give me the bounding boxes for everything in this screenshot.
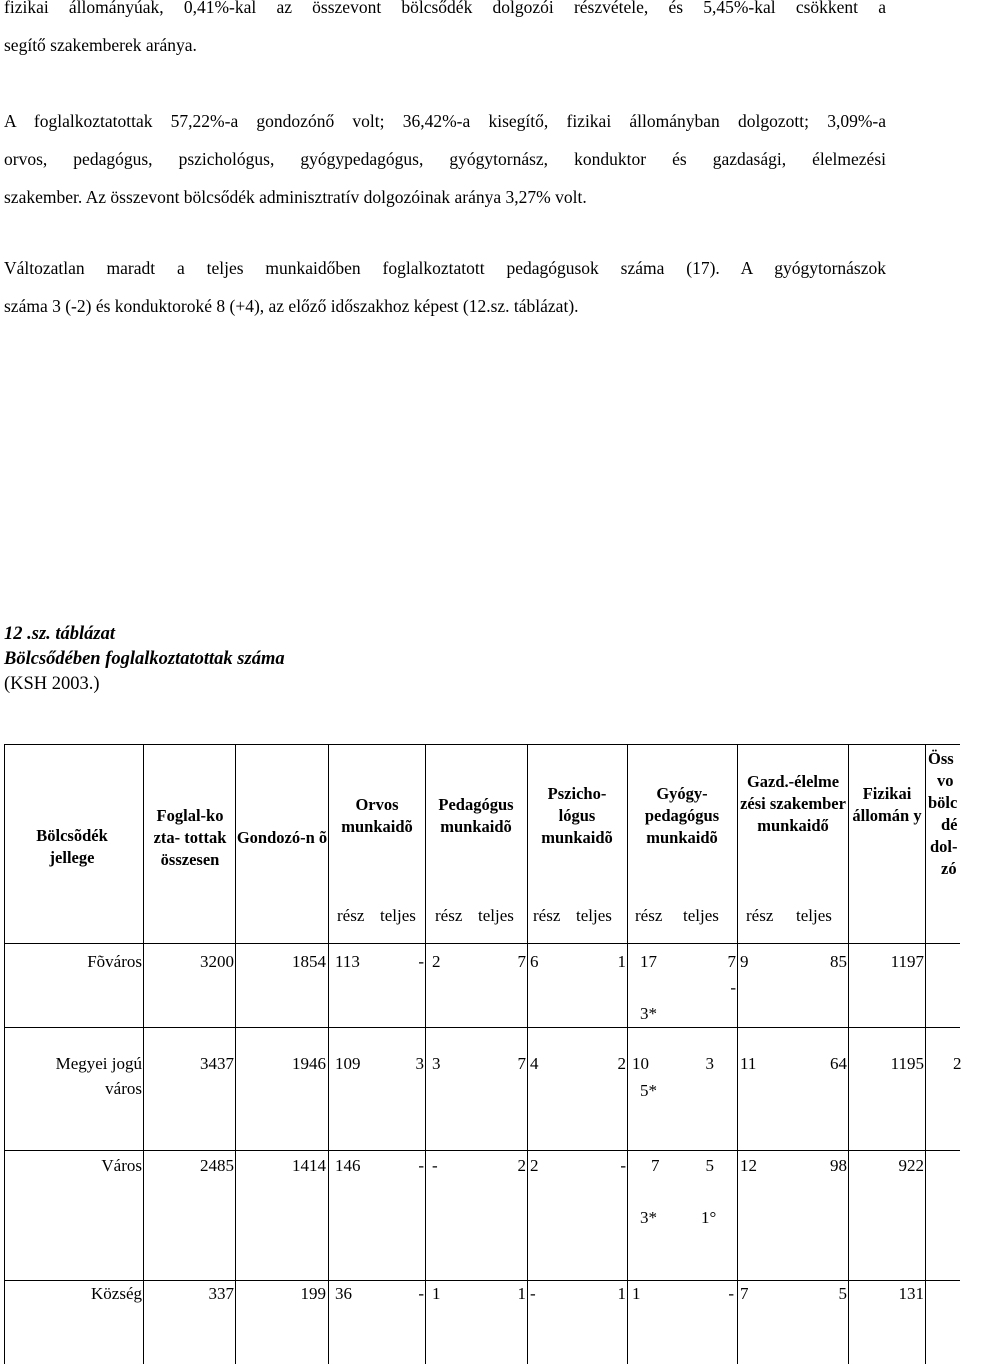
cell-ped-teljes: 7 bbox=[517, 952, 526, 971]
cell-gazd-teljes: 98 bbox=[830, 1156, 847, 1175]
cell-ped-resz: 3 bbox=[432, 1054, 441, 1073]
row-name: Város bbox=[101, 1156, 142, 1175]
cell-orvos-resz: 36 bbox=[335, 1284, 352, 1303]
subheader-teljes: teljes bbox=[478, 906, 514, 925]
cell-gy-teljes: 3 bbox=[705, 1054, 714, 1073]
header-pszichologus: Pszicho- lógus munkaidõ bbox=[541, 784, 613, 847]
table-title: Bölcsődében foglalkoztatottak száma bbox=[4, 649, 285, 669]
cell-gondozo: 1414 bbox=[292, 1156, 326, 1175]
cell-gy-resz: 7 bbox=[651, 1156, 660, 1175]
subheader-resz: rész bbox=[746, 906, 774, 925]
cell-gondozo: 1854 bbox=[292, 952, 326, 971]
table-caption bbox=[4, 622, 285, 697]
cell-ped-resz: - bbox=[432, 1156, 438, 1175]
header-gyogypedagogus: Gyógy- pedagógus munkaidõ bbox=[644, 784, 720, 847]
cell-gy-teljes-note: - bbox=[730, 978, 736, 997]
cell-psz-teljes: 1 bbox=[617, 1284, 626, 1303]
row-name: Megyei jogú bbox=[55, 1054, 142, 1073]
subheader-resz: rész bbox=[435, 906, 463, 925]
cell-osszevont: 2 bbox=[953, 1054, 962, 1073]
subheader-teljes: teljes bbox=[683, 906, 719, 925]
cell-gazd-resz: 12 bbox=[740, 1156, 757, 1175]
paragraph-line: orvos, pedagógus, pszichológus, gyógypedagógus, gyógytornász, konduktor és gazdasági, élelmezési bbox=[4, 149, 886, 169]
cell-ped-resz: 2 bbox=[432, 952, 441, 971]
paragraph-line: segítő szakemberek aránya. bbox=[4, 35, 197, 55]
paragraph-line: A foglalkoztatottak 57,22%-a gondozónő volt; 36,42%-a kisegítő, fizikai állományban dolgozott; 3,09%-a bbox=[4, 111, 886, 131]
cell-orvos-teljes: 3 bbox=[415, 1054, 424, 1073]
header-gazdasagi: Gazd.-élelme zési szakember munkaidő bbox=[740, 772, 846, 835]
header-osszevont: Öss vo bölc dé dol- zó bbox=[928, 749, 958, 878]
subheader-resz: rész bbox=[635, 906, 663, 925]
cell-gy-resz: 10 bbox=[632, 1054, 649, 1073]
row-name: Fõváros bbox=[87, 952, 142, 971]
subheader-resz: rész bbox=[337, 906, 365, 925]
cell-total: 3437 bbox=[200, 1054, 234, 1073]
row-name-2: város bbox=[105, 1079, 142, 1098]
cell-ped-teljes: 1 bbox=[517, 1284, 526, 1303]
paragraph-line: száma 3 (-2) és konduktoroké 8 (+4), az előző időszakhoz képest (12.sz. táblázat). bbox=[4, 296, 579, 316]
cell-orvos-teljes: - bbox=[418, 1156, 424, 1175]
header-gondozo: Gondozó-n õ bbox=[236, 828, 328, 847]
cell-total: 3200 bbox=[200, 952, 234, 971]
cell-gazd-teljes: 64 bbox=[830, 1054, 847, 1073]
cell-ped-resz: 1 bbox=[432, 1284, 441, 1303]
paragraph-line: fizikai állományúak, 0,41%-kal az összevont bölcsődék dolgozói részvétele, és 5,45%-kal csökkent a bbox=[4, 0, 886, 17]
cell-orvos-resz: 109 bbox=[335, 1054, 361, 1073]
cell-psz-teljes: - bbox=[620, 1156, 626, 1175]
cell-gy-resz-note: 3* bbox=[640, 1208, 657, 1227]
cell-total: 337 bbox=[208, 1284, 234, 1303]
cell-psz-resz: 6 bbox=[530, 952, 539, 971]
cell-fizikai: 922 bbox=[898, 1156, 924, 1175]
cell-psz-resz: 2 bbox=[530, 1156, 539, 1175]
cell-gazd-resz: 11 bbox=[740, 1054, 757, 1073]
cell-gondozo: 199 bbox=[300, 1284, 326, 1303]
cell-gy-teljes-note: 1° bbox=[701, 1208, 717, 1227]
cell-orvos-teljes: - bbox=[418, 1284, 424, 1303]
table-source: (KSH 2003.) bbox=[4, 674, 100, 694]
cell-fizikai: 131 bbox=[898, 1284, 924, 1303]
cell-orvos-teljes: - bbox=[418, 952, 424, 971]
cell-gazd-teljes: 85 bbox=[830, 952, 847, 971]
cell-total: 2485 bbox=[200, 1156, 234, 1175]
header-total: Foglal-ko zta- tottak összesen bbox=[153, 806, 227, 869]
header-pedagogus: Pedagógus munkaidõ bbox=[438, 795, 514, 836]
cell-orvos-resz: 113 bbox=[335, 952, 360, 971]
cell-gy-teljes: 5 bbox=[705, 1156, 714, 1175]
cell-gazd-resz: 7 bbox=[740, 1284, 749, 1303]
cell-gy-teljes: 7 bbox=[727, 952, 736, 971]
subheader-teljes: teljes bbox=[796, 906, 832, 925]
cell-psz-teljes: 2 bbox=[617, 1054, 626, 1073]
cell-gy-resz-note: 3* bbox=[640, 1004, 657, 1023]
cell-fizikai: 1197 bbox=[890, 952, 924, 971]
paragraph-line: szakember. Az összevont bölcsődék adminisztratív dolgozóinak aránya 3,27% volt. bbox=[4, 187, 587, 207]
cell-ped-teljes: 2 bbox=[517, 1156, 526, 1175]
paragraph-line: Változatlan maradt a teljes munkaidőben foglalkoztatott pedagógusok száma (17). A gyógytornászok bbox=[4, 258, 886, 278]
cell-gy-teljes: - bbox=[728, 1284, 734, 1303]
cell-psz-resz: - bbox=[530, 1284, 536, 1303]
cell-gy-resz-note: 5* bbox=[640, 1081, 657, 1100]
cell-gy-resz: 1 bbox=[632, 1284, 641, 1303]
cell-psz-teljes: 1 bbox=[617, 952, 626, 971]
header-orvos: Orvos munkaidõ bbox=[341, 795, 413, 836]
cell-orvos-resz: 146 bbox=[335, 1156, 361, 1175]
cell-gazd-teljes: 5 bbox=[838, 1284, 847, 1303]
cell-ped-teljes: 7 bbox=[517, 1054, 526, 1073]
cell-gy-resz: 17 bbox=[640, 952, 657, 971]
cell-fizikai: 1195 bbox=[890, 1054, 924, 1073]
cell-gondozo: 1946 bbox=[292, 1054, 326, 1073]
subheader-teljes: teljes bbox=[380, 906, 416, 925]
header-fizikai: Fizikai állomán y bbox=[852, 784, 922, 825]
subheader-teljes: teljes bbox=[576, 906, 612, 925]
subheader-resz: rész bbox=[533, 906, 561, 925]
row-name: Község bbox=[91, 1284, 142, 1303]
cell-psz-resz: 4 bbox=[530, 1054, 539, 1073]
header-type: Bölcsõdék jellege bbox=[36, 826, 108, 867]
cell-gazd-resz: 9 bbox=[740, 952, 749, 971]
table-number: 12 .sz. táblázat bbox=[4, 624, 116, 644]
